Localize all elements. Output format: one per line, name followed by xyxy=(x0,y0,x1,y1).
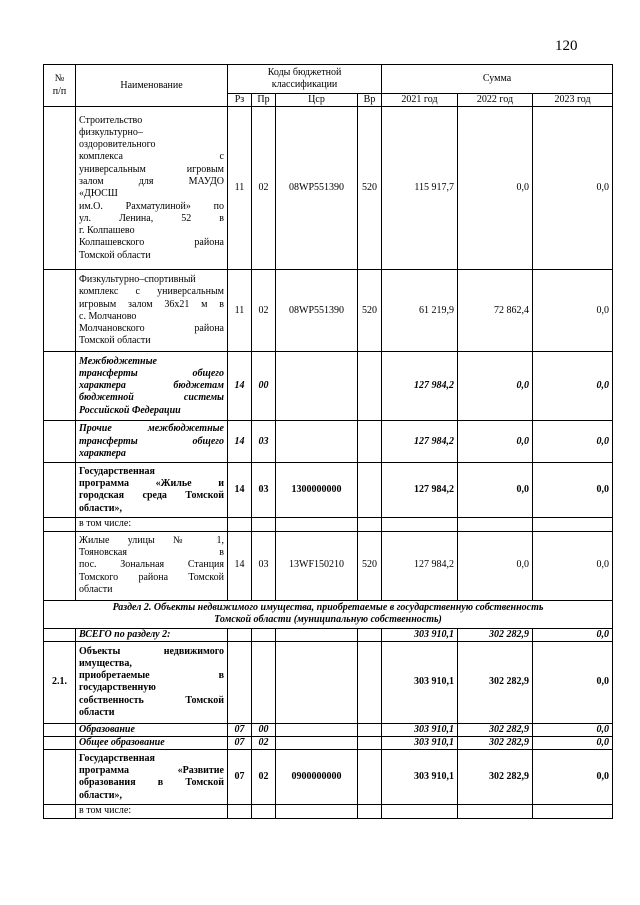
row-pr: 02 xyxy=(252,270,276,352)
row-num xyxy=(44,270,76,352)
row-num xyxy=(44,750,76,805)
header-csr: Цср xyxy=(276,94,358,107)
row-pr: 03 xyxy=(252,421,276,463)
header-vr: Вр xyxy=(358,94,382,107)
row-2023: 0,0 xyxy=(533,737,613,750)
row-pr: 02 xyxy=(252,737,276,750)
row-vr: 520 xyxy=(358,270,382,352)
header-sum: Сумма xyxy=(382,65,613,94)
row-2022: 302 282,9 xyxy=(458,723,533,736)
row-csr: 1300000000 xyxy=(276,463,358,518)
row-vr xyxy=(358,421,382,463)
budget-table xyxy=(43,64,613,819)
row-vr xyxy=(358,352,382,421)
row-pr: 03 xyxy=(252,531,276,600)
section-header-row xyxy=(44,600,613,628)
header-2022: 2022 год xyxy=(458,94,533,107)
row-name: Государственная программа «Развитие образования в Томской области», xyxy=(76,750,228,805)
row-2022: 0,0 xyxy=(458,107,533,270)
row-num xyxy=(44,107,76,270)
row-2022: 302 282,9 xyxy=(458,750,533,805)
table-row xyxy=(44,723,613,736)
row-name: в том числе: xyxy=(76,518,228,531)
row-2021: 303 910,1 xyxy=(382,628,458,641)
row-vr: 520 xyxy=(358,531,382,600)
row-csr xyxy=(276,421,358,463)
row-num xyxy=(44,518,76,531)
row-rz: 11 xyxy=(228,270,252,352)
row-rz: 14 xyxy=(228,421,252,463)
row-num xyxy=(44,531,76,600)
row-2023: 0,0 xyxy=(533,723,613,736)
row-csr: 08WP551390 xyxy=(276,107,358,270)
row-2022: 302 282,9 xyxy=(458,628,533,641)
header-2023: 2023 год xyxy=(533,94,613,107)
row-csr: 0900000000 xyxy=(276,750,358,805)
header-pr: Пр xyxy=(252,94,276,107)
table-row xyxy=(44,641,613,723)
table-row xyxy=(44,805,613,818)
table-row xyxy=(44,531,613,600)
row-2021: 303 910,1 xyxy=(382,750,458,805)
row-2022: 302 282,9 xyxy=(458,641,533,723)
header-2021: 2021 год xyxy=(382,94,458,107)
row-2023: 0,0 xyxy=(533,628,613,641)
header-rz: Рз xyxy=(228,94,252,107)
row-vr xyxy=(358,463,382,518)
row-2022: 0,0 xyxy=(458,352,533,421)
row-rz: 14 xyxy=(228,352,252,421)
row-name: Объекты недвижимого имущества, приобретаемые в государственную собственность Томской области xyxy=(76,641,228,723)
row-pr: 02 xyxy=(252,107,276,270)
table-row xyxy=(44,352,613,421)
row-2021: 127 984,2 xyxy=(382,421,458,463)
row-2022: 302 282,9 xyxy=(458,737,533,750)
row-2021: 127 984,2 xyxy=(382,531,458,600)
row-2023: 0,0 xyxy=(533,531,613,600)
row-num xyxy=(44,628,76,641)
row-num xyxy=(44,805,76,818)
row-name: ВСЕГО по разделу 2: xyxy=(76,628,228,641)
row-pr: 00 xyxy=(252,723,276,736)
header-num: № п/п xyxy=(44,65,76,107)
row-vr: 520 xyxy=(358,107,382,270)
header-name: Наименование xyxy=(76,65,228,107)
row-csr: 08WP551390 xyxy=(276,270,358,352)
table-row xyxy=(44,628,613,641)
row-2022: 0,0 xyxy=(458,531,533,600)
row-pr: 00 xyxy=(252,352,276,421)
row-2022: 0,0 xyxy=(458,421,533,463)
row-name: Прочие межбюджетные трансферты общего характера xyxy=(76,421,228,463)
table-row xyxy=(44,737,613,750)
table-row xyxy=(44,107,613,270)
row-num xyxy=(44,352,76,421)
row-2021: 303 910,1 xyxy=(382,737,458,750)
row-rz: 11 xyxy=(228,107,252,270)
row-2023: 0,0 xyxy=(533,463,613,518)
row-2023: 0,0 xyxy=(533,421,613,463)
table-row xyxy=(44,463,613,518)
row-2021: 127 984,2 xyxy=(382,352,458,421)
row-2023: 0,0 xyxy=(533,107,613,270)
table-row xyxy=(44,750,613,805)
row-rz: 14 xyxy=(228,531,252,600)
row-rz: 07 xyxy=(228,723,252,736)
row-name: Физкультурно–спортивный комплекс с универсальным игровым залом 36х21 м в с. Молчаново Молчановского района Томской области xyxy=(76,270,228,352)
row-pr: 02 xyxy=(252,750,276,805)
row-2023: 0,0 xyxy=(533,750,613,805)
row-csr xyxy=(276,352,358,421)
row-num xyxy=(44,421,76,463)
row-2023: 0,0 xyxy=(533,352,613,421)
row-name: Образование xyxy=(76,723,228,736)
row-2021: 115 917,7 xyxy=(382,107,458,270)
row-vr xyxy=(358,750,382,805)
table-row xyxy=(44,270,613,352)
row-2023: 0,0 xyxy=(533,641,613,723)
table-row xyxy=(44,518,613,531)
row-2022: 0,0 xyxy=(458,463,533,518)
row-name: в том числе: xyxy=(76,805,228,818)
row-csr: 13WF150210 xyxy=(276,531,358,600)
page-number: 120 xyxy=(555,38,578,54)
row-2021: 303 910,1 xyxy=(382,723,458,736)
row-pr: 03 xyxy=(252,463,276,518)
row-2022: 72 862,4 xyxy=(458,270,533,352)
row-name: Государственная программа «Жилье и городская среда Томской области», xyxy=(76,463,228,518)
table-row xyxy=(44,421,613,463)
row-rz: 07 xyxy=(228,750,252,805)
row-rz: 14 xyxy=(228,463,252,518)
row-2021: 61 219,9 xyxy=(382,270,458,352)
header-codes: Коды бюджетной классификации xyxy=(228,65,382,94)
row-name: Общее образование xyxy=(76,737,228,750)
section-title: Раздел 2. Объекты недвижимого имущества, приобретаемые в государственную собственность Томской области (муниципальную собственность) xyxy=(44,600,613,628)
row-num: 2.1. xyxy=(44,641,76,723)
row-2021: 303 910,1 xyxy=(382,641,458,723)
row-rz: 07 xyxy=(228,737,252,750)
row-name: Жилые улицы № 1, Тояновская в пос. Зональная Станция Томского района Томской области xyxy=(76,531,228,600)
row-name: Строительство физкультурно– оздоровительного комплекса с универсальным игровым залом для МАУДО «ДЮСШ им.О. Рахматулиной» по ул. Ленина, 52 в г. Колпашево Колпашевского района Томской области xyxy=(76,107,228,270)
row-num xyxy=(44,463,76,518)
row-num xyxy=(44,737,76,750)
row-num xyxy=(44,723,76,736)
row-name: Межбюджетные трансферты общего характера бюджетам бюджетной системы Российской Федерации xyxy=(76,352,228,421)
row-2021: 127 984,2 xyxy=(382,463,458,518)
row-2023: 0,0 xyxy=(533,270,613,352)
